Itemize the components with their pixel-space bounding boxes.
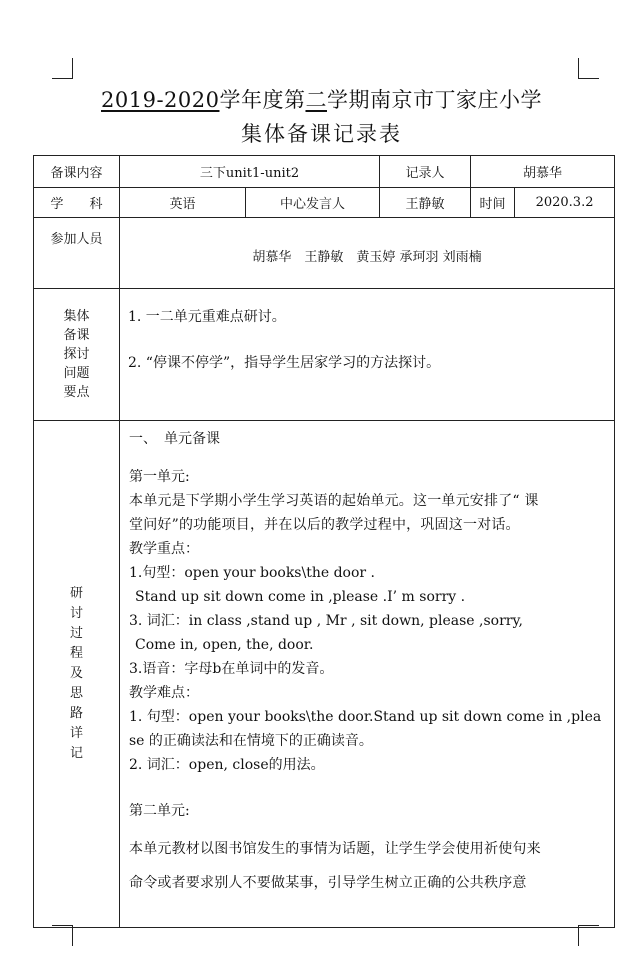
time-value: 2020.3.2 <box>515 188 615 218</box>
label-char: 过 <box>69 626 83 641</box>
label-line: 集体 <box>63 309 90 324</box>
spacer <box>129 777 604 799</box>
label-char: 及 <box>69 666 83 681</box>
point-item: 1. 一二单元重难点研讨。 <box>128 309 286 325</box>
crop-mark-top-left <box>52 58 73 79</box>
text-line: 3. 词汇：in class ,stand up , Mr , sit down, please ,sorry, <box>129 613 523 629</box>
text-line: 2. 词汇：open, close的用法。 <box>129 757 325 773</box>
text-line: 教学难点： <box>129 685 199 701</box>
page-subtitle: 集体备课记录表 <box>241 122 402 146</box>
label-line: 问题 <box>63 366 90 381</box>
crop-mark-bottom-right <box>578 925 599 946</box>
participants-value: 胡慕华 王静敏 黄玉婷 承珂羽 刘雨楠 <box>120 218 615 289</box>
label-char: 研 <box>69 586 83 601</box>
label-char: 程 <box>69 646 83 661</box>
page-title <box>0 84 643 114</box>
text-line: Come in, open, the, door. <box>135 637 314 653</box>
content-label: 备课内容 <box>34 156 120 188</box>
recorder-label: 记录人 <box>380 156 471 188</box>
discussion-points-label <box>34 289 120 421</box>
process-notes-label <box>34 421 120 928</box>
label-line: 要点 <box>63 385 90 400</box>
table-row <box>34 421 615 928</box>
spacer <box>129 451 604 465</box>
record-table <box>33 155 615 928</box>
discussion-points <box>120 289 615 421</box>
crop-mark-bottom-left <box>52 925 73 946</box>
label-char: 记 <box>69 746 83 761</box>
spacer <box>129 823 604 837</box>
unit-heading: 第一单元: <box>129 469 190 485</box>
title-mid: 学年度第 <box>219 88 306 112</box>
subject-value: 英语 <box>120 188 246 218</box>
label-char: 路 <box>69 706 83 721</box>
label-line: 备课 <box>63 328 90 343</box>
label-char: 思 <box>69 686 83 701</box>
point-item: 2. “停课不停学”，指导学生居家学习的方法探讨。 <box>128 355 441 371</box>
text-line: 堂问好”的功能项目，并在以后的教学过程中，巩固这一对话。 <box>129 517 520 533</box>
process-notes <box>120 421 615 928</box>
section-heading: 一、 单元备课 <box>129 431 220 447</box>
table-row <box>34 188 615 218</box>
text-line: 本单元是下学期小学生学习英语的起始单元。这一单元安排了“ 课 <box>129 493 539 509</box>
unit-heading: 第二单元: <box>129 803 190 819</box>
text-line: 3.语音：字母b在单词中的发音。 <box>129 661 334 677</box>
text-line: se 的正确读法和在情境下的正确读音。 <box>129 733 373 749</box>
table-row <box>34 218 615 289</box>
title-year: 2019-2020 <box>101 88 220 112</box>
label-line: 探讨 <box>63 347 90 362</box>
time-label: 时间 <box>471 188 515 218</box>
spacer <box>129 861 604 871</box>
recorder-value: 胡慕华 <box>471 156 615 188</box>
crop-mark-top-right <box>578 58 599 79</box>
label-char: 详 <box>69 726 83 741</box>
text-line: 教学重点： <box>129 541 199 557</box>
speaker-value: 王静敏 <box>380 188 471 218</box>
table-row <box>34 289 615 421</box>
text-line: 本单元教材以图书馆发生的事情为话题，让学生学会使用祈使句来 <box>129 841 541 857</box>
label-char: 讨 <box>69 606 83 621</box>
subject-label: 学 科 <box>34 188 120 218</box>
text-line: 1. 句型：open your books\the door.Stand up sit down come in ,plea <box>129 709 602 725</box>
table-row <box>34 156 615 188</box>
text-line: Stand up sit down come in ,please .I’ m sorry . <box>135 589 466 605</box>
title-term: 二 <box>305 88 327 112</box>
speaker-label: 中心发言人 <box>246 188 380 218</box>
participants-label: 参加人员 <box>34 218 120 289</box>
text-line: 命令或者要求别人不要做某事，引导学生树立正确的公共秩序意 <box>129 875 527 891</box>
text-line: 1.句型：open your books\the door . <box>129 565 375 581</box>
title-school: 学期南京市丁家庄小学 <box>326 88 542 112</box>
content-value: 三下unit1-unit2 <box>120 156 380 188</box>
